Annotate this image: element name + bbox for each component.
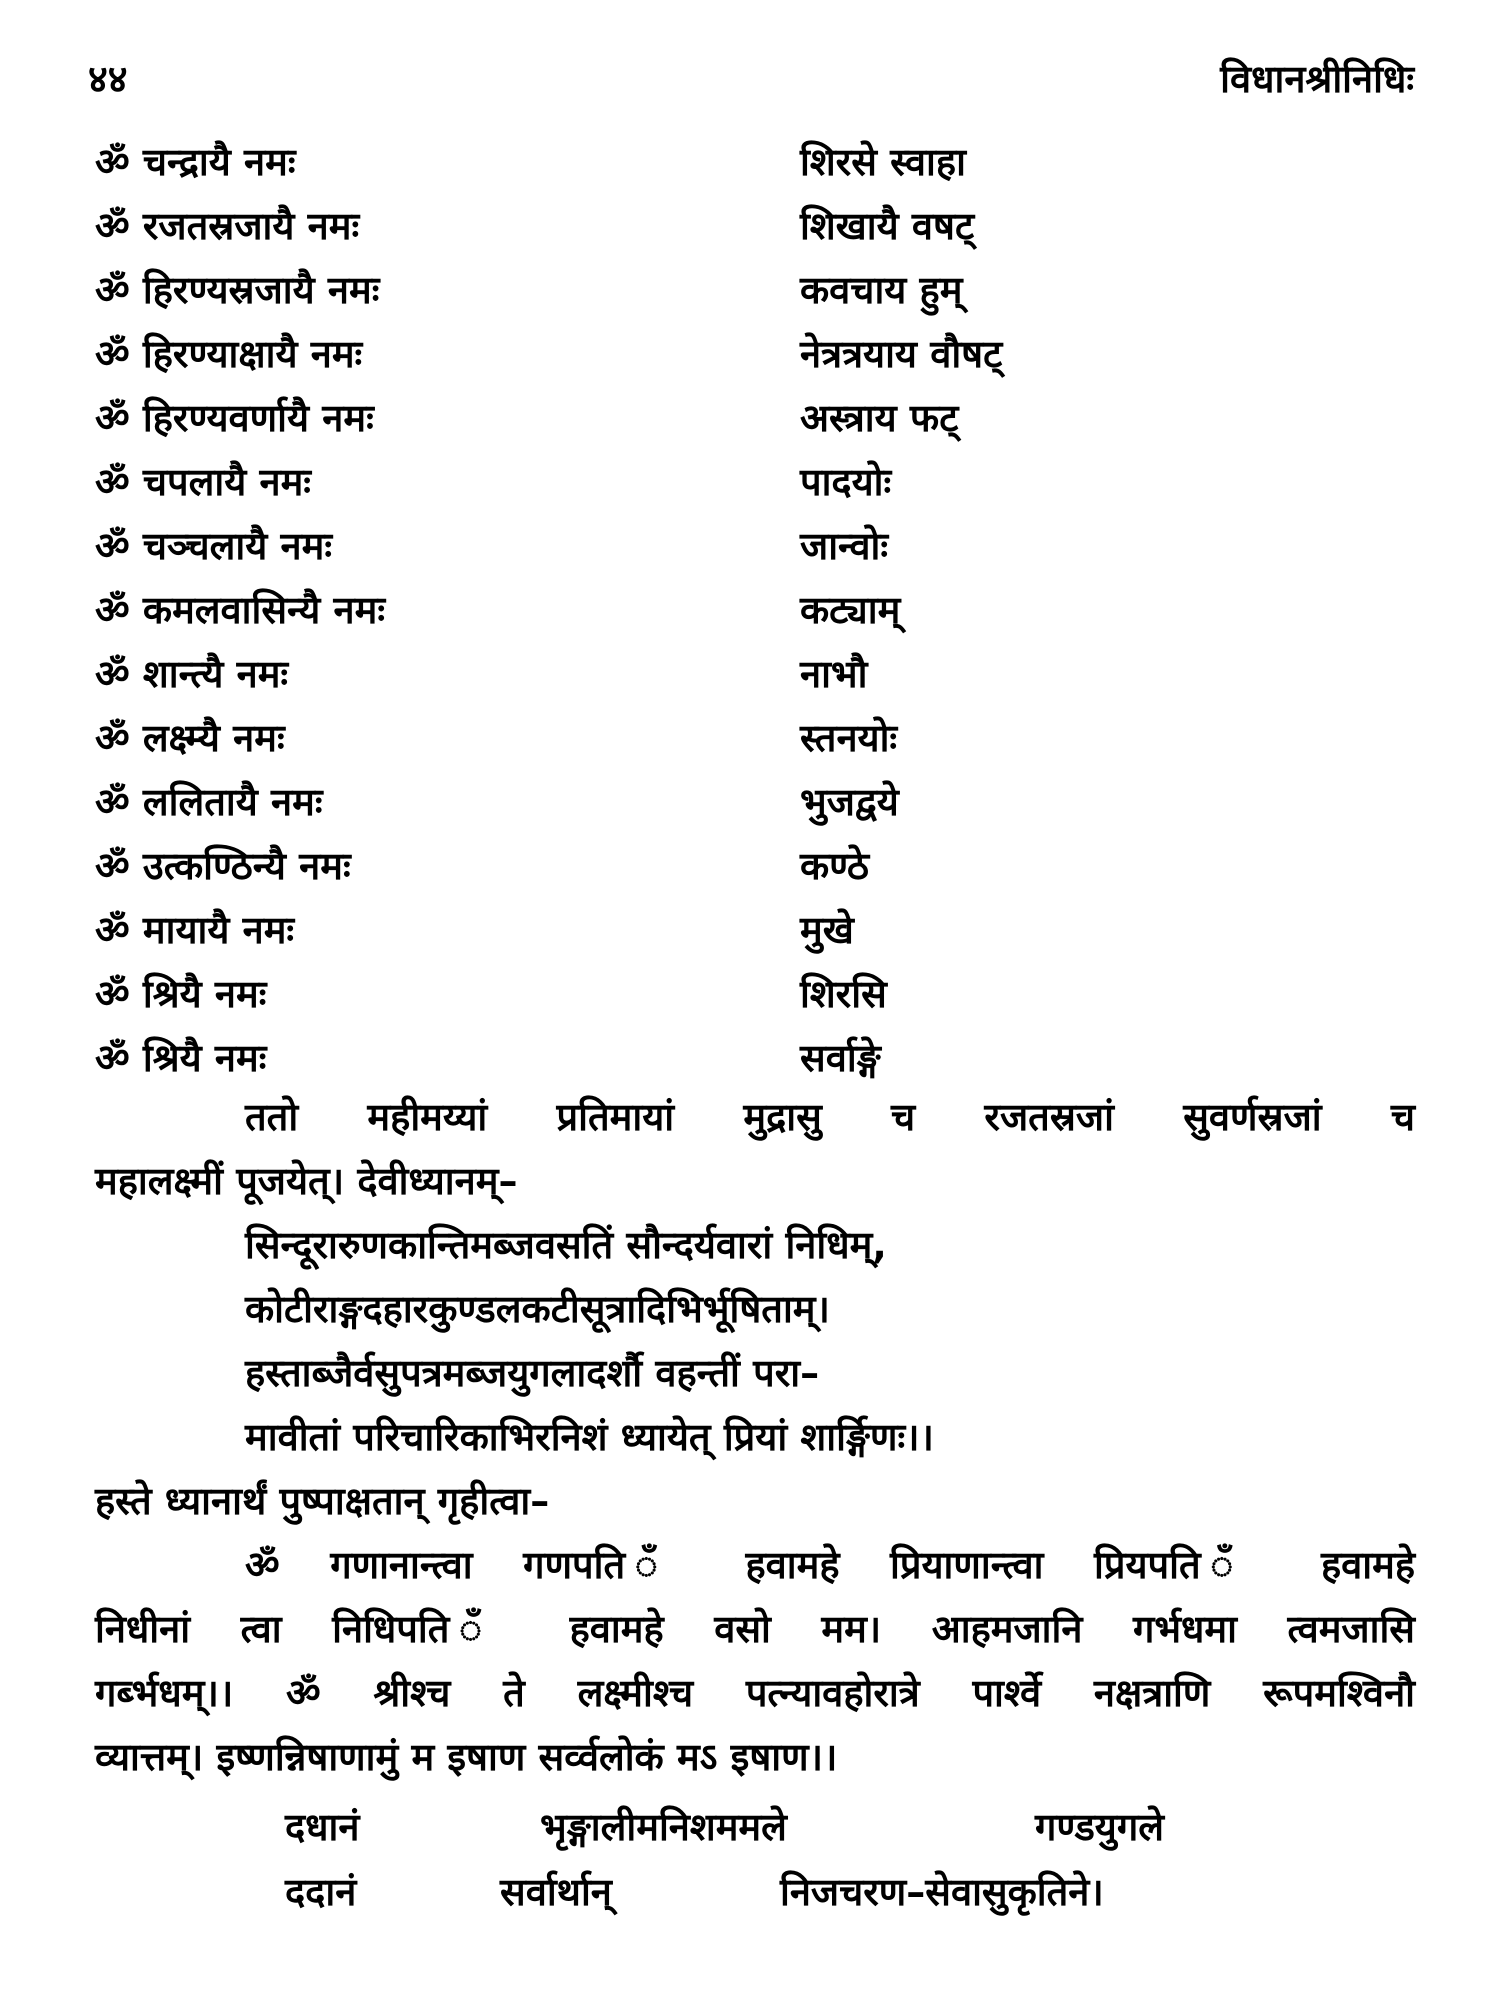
nyasa-mantra: ॐ ललितायै नमः <box>95 780 323 824</box>
nyasa-placement: पादयोः <box>800 460 892 504</box>
dhyana-verse-line: मावीतां परिचारिकाभिरनिशं ध्यायेत् प्रियां शार्ङ्गिणः।। <box>245 1415 934 1459</box>
nyasa-list <box>95 130 1415 1090</box>
nyasa-placement: शिरसि <box>800 972 887 1016</box>
instruction-line-2: महालक्ष्मीं पूजयेत्। देवीध्यानम्– <box>95 1159 518 1203</box>
instruction-line-1: ततो महीमय्यां प्रतिमायां मुद्रासु च रजतस्रजां सुवर्णस्रजां च <box>245 1095 1415 1139</box>
nyasa-row <box>95 194 1415 258</box>
nyasa-row <box>95 514 1415 578</box>
final-verse-word: ददानं <box>285 1870 357 1914</box>
nyasa-row <box>95 258 1415 322</box>
nyasa-mantra: ॐ श्रियै नमः <box>95 972 267 1016</box>
nyasa-mantra: ॐ चपलायै नमः <box>95 460 311 504</box>
mantra-line-1: ॐ गणानान्त्वा गणपति ँ हवामहे प्रियाणान्त्वा प्रियपति ँ हवामहे <box>245 1543 1415 1587</box>
nyasa-row <box>95 322 1415 386</box>
mantra-line-3: गर्ब्भधम्।। ॐ श्रीश्च ते लक्ष्मीश्च पत्न्यावहोरात्रे पार्श्वे नक्षत्राणि रूपमश्विनौ <box>95 1671 1415 1715</box>
nyasa-mantra: ॐ चन्द्रायै नमः <box>95 140 296 184</box>
nyasa-placement: शिखायै वषट् <box>800 204 975 248</box>
running-title: विधानश्रीनिधिः <box>1220 57 1414 101</box>
nyasa-mantra: ॐ हिरण्याक्षायै नमः <box>95 332 363 376</box>
nyasa-mantra: ॐ हिरण्यस्रजायै नमः <box>95 268 380 312</box>
nyasa-row <box>95 1026 1415 1090</box>
nyasa-row <box>95 834 1415 898</box>
nyasa-placement: नेत्रत्रयाय वौषट् <box>800 332 1003 376</box>
nyasa-row <box>95 386 1415 450</box>
nyasa-mantra: ॐ रजतस्रजायै नमः <box>95 204 360 248</box>
page-number: ४४ <box>88 57 128 101</box>
dhyana-verse-line: सिन्दूरारुणकान्तिमब्जवसतिं सौन्दर्यवारां निधिम्, <box>245 1223 887 1267</box>
nyasa-row <box>95 962 1415 1026</box>
nyasa-row <box>95 642 1415 706</box>
final-verse-word: निजचरण–सेवासुकृतिने। <box>780 1870 1104 1914</box>
dhyana-verse-line: कोटीराङ्गदहारकुण्डलकटीसूत्रादिभिर्भूषिताम्। <box>245 1287 830 1331</box>
nyasa-placement: कण्ठे <box>800 844 869 888</box>
nyasa-mantra: ॐ मायायै नमः <box>95 908 295 952</box>
mantra-line-2: निधीनां त्वा निधिपति ँ हवामहे वसो मम। आहमजानि गर्भधमा त्वमजासि <box>95 1607 1415 1651</box>
nyasa-mantra: ॐ कमलवासिन्यै नमः <box>95 588 386 632</box>
mantra-line-4: व्यात्तम्। इष्णन्निषाणामुं म इषाण सर्व्वलोकं मऽ इषाण।। <box>95 1735 838 1779</box>
nyasa-mantra: ॐ उत्कण्ठिन्यै नमः <box>95 844 351 888</box>
nyasa-placement: भुजद्वये <box>800 780 899 824</box>
nyasa-mantra: ॐ लक्ष्म्यै नमः <box>95 716 285 760</box>
dhyana-verse-line: हस्ताब्जैर्वसुपत्रमब्जयुगलादर्शौ वहन्तीं परा– <box>245 1351 820 1395</box>
final-verse-word: गण्डयुगले <box>1035 1805 1164 1849</box>
nyasa-placement: सर्वाङ्गे <box>800 1036 881 1080</box>
nyasa-placement: नाभौ <box>800 652 868 696</box>
nyasa-row <box>95 130 1415 194</box>
final-verse-word: दधानं <box>285 1805 360 1849</box>
nyasa-mantra: ॐ चञ्चलायै नमः <box>95 524 333 568</box>
nyasa-row <box>95 770 1415 834</box>
nyasa-placement: मुखे <box>800 908 854 952</box>
after-verse-instruction: हस्ते ध्यानार्थं पुष्पाक्षतान् गृहीत्वा– <box>95 1479 550 1523</box>
nyasa-placement: जान्वोः <box>800 524 889 568</box>
final-verse-word: भृङ्गालीमनिशममले <box>540 1805 787 1849</box>
final-verse-word: सर्वार्थान् <box>500 1870 612 1914</box>
nyasa-mantra: ॐ हिरण्यवर्णायै नमः <box>95 396 374 440</box>
nyasa-row <box>95 706 1415 770</box>
nyasa-mantra: ॐ श्रियै नमः <box>95 1036 267 1080</box>
nyasa-row <box>95 450 1415 514</box>
nyasa-row <box>95 578 1415 642</box>
nyasa-placement: शिरसे स्वाहा <box>800 140 966 184</box>
nyasa-placement: कवचाय हुम् <box>800 268 963 312</box>
nyasa-row <box>95 898 1415 962</box>
nyasa-placement: अस्त्राय फट् <box>800 396 959 440</box>
nyasa-placement: कट्याम् <box>800 588 901 632</box>
nyasa-placement: स्तनयोः <box>800 716 898 760</box>
nyasa-mantra: ॐ शान्त्यै नमः <box>95 652 289 696</box>
